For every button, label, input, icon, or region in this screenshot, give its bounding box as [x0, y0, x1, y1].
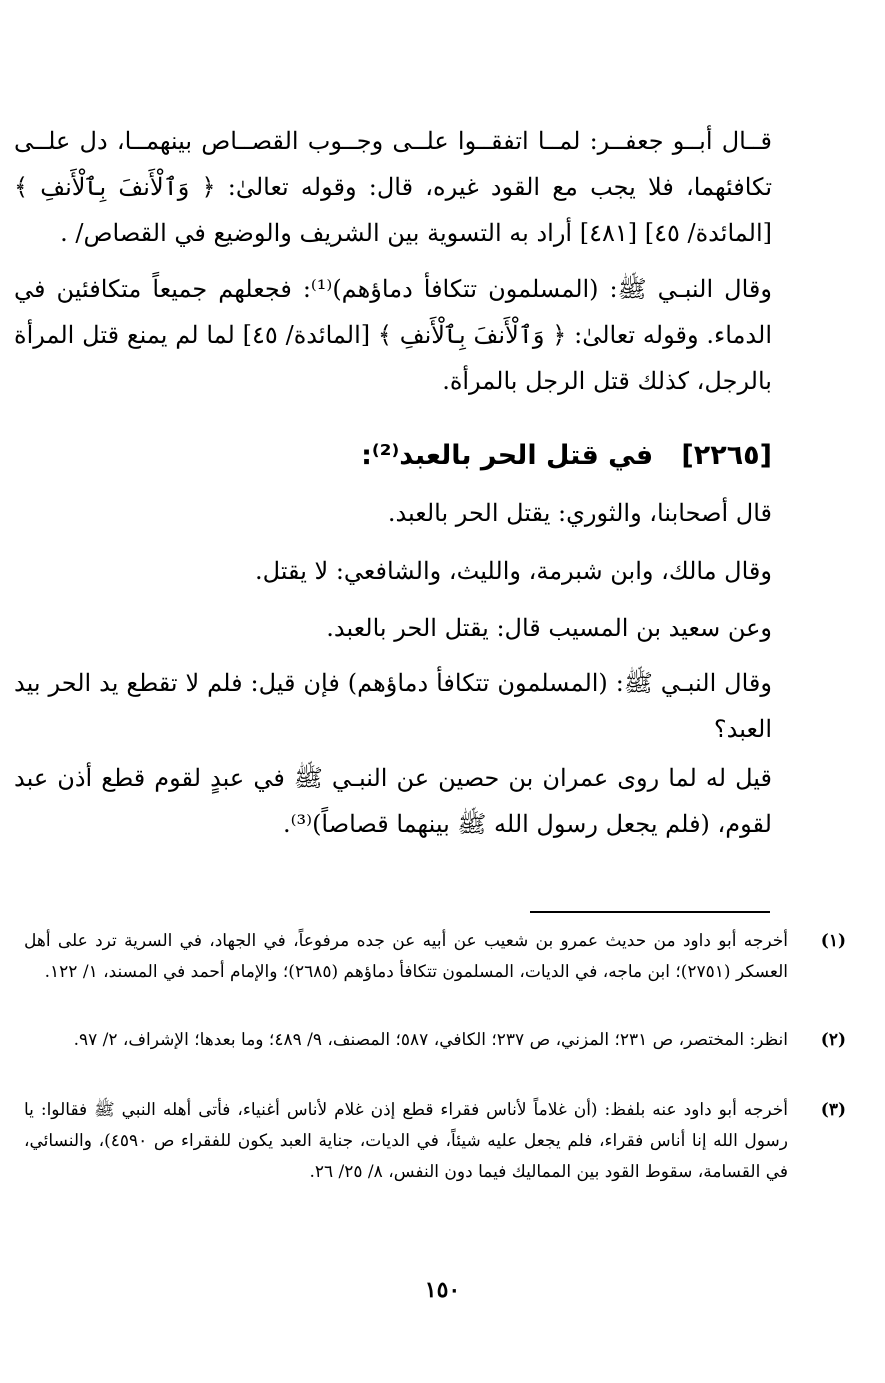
footnote-3	[24, 1095, 846, 1188]
footnote-text: انظر: المختصر، ص ٢٣١؛ المزني، ص ٢٣٧؛ الكافي، ٥٨٧؛ المصنف، ٩/ ٤٨٩؛ وما بعدها؛ الإشراف، ٢/ ٩٧.	[73, 1030, 788, 1050]
footnote-1	[24, 926, 846, 988]
paragraph-muslims-equal-blood: وقال النبـي ﷺ: (المسلمون تتكافأ دماؤهم)⁽¹⁾: فجعلهم جميعاً متكافئين في الدماء. وقوله تعالىٰ: ﴿ وَٱلْأَنفَ بِٱلْأَنفِ ﴾ [المائدة/ ٤٥] لما لم يمنع قتل المرأة بالرجل، كذلك قتل الرجل بالمرأة.	[14, 275, 773, 395]
footnote-divider	[530, 911, 770, 913]
footnote-number: (٣)	[820, 1100, 846, 1120]
paragraph-imran-hadith: قيل له لما روى عمران بن حصين عن النبـي ﷺ في عبدٍ لقوم قطع أذن عبد لقوم، (فلم يجعل رسول الله ﷺ بينهما قصاصاً)⁽³⁾.	[14, 764, 772, 838]
paragraph-said-ibn-musayyib: وعن سعيد بن المسيب قال: يقتل الحر بالعبد.	[326, 614, 772, 642]
paragraph-abu-jafar: قــال أبــو جعفــر: لمــا اتفقــوا علــى وجــوب القصــاص بينهمــا، دل علــى تكافئهما، فلا يجب مع القود غيره، قال: وقوله تعالىٰ: ﴿ وَٱلْأَنفَ بِٱلْأَنفِ ﴾ [المائدة/ ٤٥] [٤٨١] أراد به التسوية بين الشريف والوضيع في القصاص/ .	[14, 127, 772, 247]
paragraph-objection: وقال النبـي ﷺ: (المسلمون تتكافأ دماؤهم) فإن قيل: فلم لا تقطع يد الحر بيد العبد؟	[14, 669, 772, 743]
footnote-2	[24, 1025, 846, 1056]
paragraph-our-companions: قال أصحابنا، والثوري: يقتل الحر بالعبد.	[387, 499, 772, 527]
footnote-number: (١)	[820, 931, 846, 951]
footnote-text: أخرجه أبو داود عنه بلفظ: (أن غلاماً لأناس فقراء قطع إذن غلام لأناس أغنياء، فأتى أهله النبي ﷺ فقالوا: يا رسول الله إنا أناس فقراء، فلم يجعل عليه شيئاً، في الديات، جناية العبد يكون للفقراء ص ٤٥٩٠)، والنسائي، في القسامة، سقوط القود بين المماليك فيما دون النفس، ٨/ ٢٥/ ٢٦.	[24, 1100, 789, 1182]
footnote-text: أخرجه أبو داود من حديث عمرو بن شعيب عن أبيه عن جده مرفوعاً، في الجهاد، في السرية ترد على أهل العسكر (٢٧٥١)؛ ابن ماجه، في الديات، المسلمون تتكافأ دماؤهم (٢٦٨٥)؛ والإمام أحمد في المسند، ١/ ١٢٢.	[24, 931, 788, 982]
paragraph-malik-opinion: وقال مالك، وابن شبرمة، والليث، والشافعي: لا يقتل.	[255, 557, 772, 585]
section-number: [٢٢٦٥]	[681, 440, 772, 471]
page-number: ١٥٠	[424, 1277, 461, 1303]
footnote-number: (٢)	[820, 1030, 846, 1050]
section-heading	[361, 436, 772, 476]
section-title: في قتل الحر بالعبد⁽²⁾:	[361, 440, 654, 471]
